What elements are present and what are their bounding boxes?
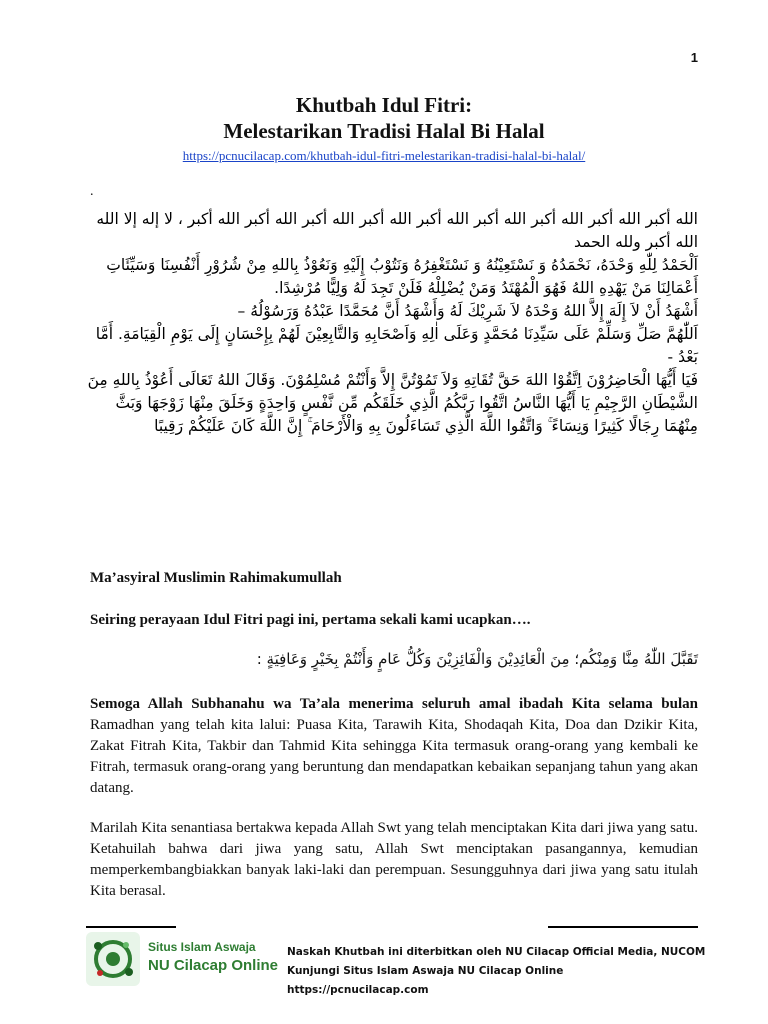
brand-line-2: NU Cilacap Online [148,957,279,974]
document-title-block [0,92,768,165]
footer-info-line-2: Kunjungi Situs Islam Aswaja NU Cilacap Online https://pcnucilacap.com [287,965,564,996]
takbir-line: الله أكبر الله أكبر الله أكبر الله أكبر الله أكبر الله أكبر الله أكبر الله أكبر الله أكبر ، لا إله إلا الله الله أكبر ولله الحمد [96,210,698,251]
shalawat-line: اَللّٰهُمَّ صَلِّ وَسَلِّمْ عَلَى سَيِّدِنَا مُحَمَّدٍ وَعَلَى اٰلِهِ وَاَصْحَابِهِ وَالتَّابِعِيْنَ لَهُمْ بِإِحْسَانٍ إِلَى يَوْمِ الْقِيَامَةِ. أَمَّا بَعْدُ - [95,325,698,366]
stray-dot: . [90,184,94,199]
paragraph-1-text: Ramadhan yang telah kita lalui: Puasa Kita, Tarawih Kita, Shodaqah Kita, Doa dan Dzikir Kita, Zakat Fitrah Kita, Takbir dan Tahmid Kita sehingga Kita termasuk orang-orang yang kembali ke Fitrah, termasuk orang-orang yang beruntung dan mendapatkan kebaikan sepanjang tahun yang akan datang. [90,717,698,796]
paragraph-2: Marilah Kita senantiasa bertakwa kepada Allah Swt yang telah menciptakan Kita dari jiwa yang satu. Ketahuilah bahwa dari jiwa yang satu, Allah Swt menciptakan pasangannya, kemudian memperkembangbiakkan banyak laki-laki dan perempuan. Sesungguhnya dari jiwa yang satu itulah Kita berasal. [90,820,698,899]
nucom-logo-icon [86,932,140,986]
page-number: 1 [690,50,698,65]
wasiat-taqwa-line: فَيَا أَيُّهَا الْحَاضِرُوْنَ اِتَّقُوْا اللهَ حَقَّ تُقَاتِهِ وَلاَ تَمُوْتُنَّ إِلاَّ وَأَنْتُمْ مُسْلِمُوْنَ. وَقَالَ اللهُ تَعَالَى أَعُوْذُ بِاللهِ مِنَ الشَّيْطَانِ الرَّجِيْمِ يَا أَيُّهَا النَّاسُ اتَّقُوا رَبَّكُمُ الَّذِي خَلَقَكُم مِّن نَّفْسٍ وَاحِدَةٍ وَخَلَقَ مِنْهَا زَوْجَهَا وَبَثَّ مِنْهُمَا رِجَالًا كَثِيرًا وَنِسَاءً ۚ وَاتَّقُوا اللَّهَ الَّذِي تَسَاءَلُونَ بِهِ وَالْأَرْحَامَ ۚ إِنَّ اللَّهَ كَانَ عَلَيْكُمْ رَقِيبًا [87,371,698,435]
footer-rule-right [548,926,698,928]
source-link[interactable]: https://pcnucilacap.com/khutbah-idul-fitri-melestarikan-tradisi-halal-bi-halal/ [182,148,586,163]
syahadat-line: أَشْهَدُ أَنْ لاَ إِلَهَ إِلاَّ اللهُ وَحْدَهُ لاَ شَرِيْكَ لَهُ وَأَشْهَدُ أَنَّ مُحَمَّدًا عَبْدُهُ وَرَسُوْلُهُ – [237,302,698,320]
footer-rule-left [86,926,176,928]
arabic-greeting: تَقَبَّلَ اللّٰهُ مِنَّا وَمِنْكُم؛ مِنَ الْعَائِدِيْنَ وَالْفَائِزِيْنَ وَكُلُّ عَامٍ وَأَنْتُمْ بِخَيْرٍ وَعَافِيَةٍ : [256,650,698,668]
section-heading: Ma’asyiral Muslimin Rahimakumullah [90,570,342,586]
title-line-1: Khutbah Idul Fitri: [295,93,473,117]
intro-line: Seiring perayaan Idul Fitri pagi ini, pertama sekali kami ucapkan…. [90,612,531,628]
hamdalah-line: اَلْحَمْدُ لِلّٰهِ وَحْدَهُ، نَحْمَدُهُ وَ نَسْتَعِيْنُهُ وَ نَسْتَغْفِرُهُ وَنَتُوْبُ إِلَيْهِ وَنَعُوْذُ بِاللهِ مِنْ شُرُوْرِ أَنْفُسِنَا وَسَيِّئَاتِ أَعْمَالِنَا مَنْ يَهْدِهِ اللهُ فَهُوَ الْمُهْتَدُ وَمَنْ يُضْلِلْهُ فَلَنْ تَجِدَ لَهُ وَلِيًّا مُرْشِدًا. [106,256,698,297]
title-line-2: Melestarikan Tradisi Halal Bi Halal [223,119,545,143]
paragraph-1 [90,694,698,799]
brand-line-1: Situs Islam Aswaja [148,940,256,954]
footer-info-line-1: Naskah Khutbah ini diterbitkan oleh NU Cilacap Official Media, NUCOM [287,946,706,958]
arabic-opening-block [86,208,698,438]
paragraph-1-bold: Semoga Allah Subhanahu wa Ta’ala menerima seluruh amal ibadah Kita selama bulan [90,696,698,712]
footer-info [287,943,707,1000]
footer-brand [148,940,278,974]
